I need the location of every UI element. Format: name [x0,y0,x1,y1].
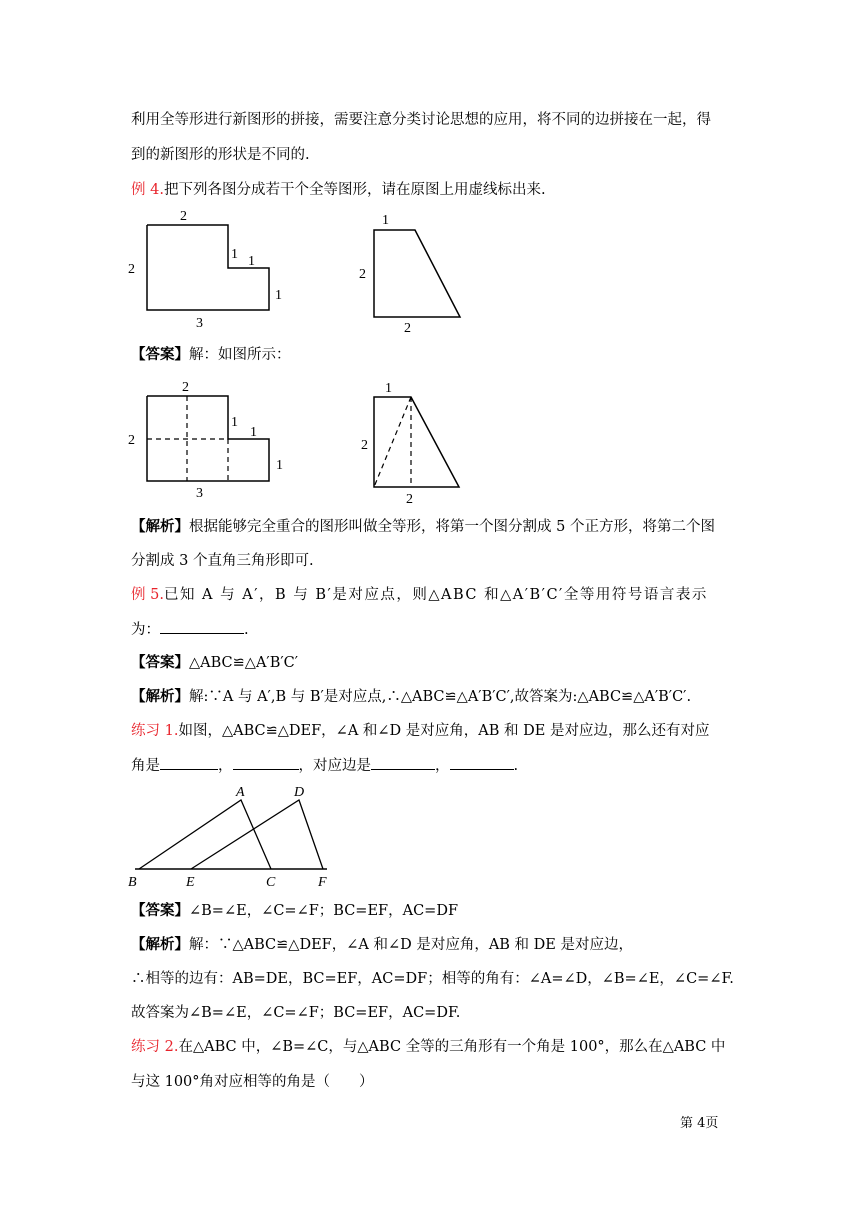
practice-1-blank-2 [233,755,299,770]
practice-1-blank-1 [160,755,218,770]
l-shape-divided-label-notch-v: 1 [231,415,238,430]
analysis-tag: 【解析】 [131,688,189,705]
l-shape-divided-label-bottom: 3 [196,486,203,501]
practice-1-analysis-line-2: ∴相等的边有：AB=DE，BC=EF，AC=DF；相等的角有：∠A=∠D，∠B=∠E，∠C=∠F. [131,971,734,987]
l-shape-divided-label-left: 2 [128,433,135,448]
practice-1-text: 如图，△ABC≌△DEF，∠A 和∠D 是对应角，AB 和 DE 是对应边，那么还有对应 [178,723,710,739]
l-shape-label-bottom: 3 [196,316,203,331]
triangle-label-f: F [318,875,327,890]
intro-line-1: 利用全等形进行新图形的拼接，需要注意分类讨论思想的应用，将不同的边拼接在一起，得 [131,112,711,128]
triangles-figure [125,782,345,892]
page-number: 第 4页 [680,1116,719,1131]
example-4-question [131,180,546,200]
l-shape-divided-figure [120,376,290,501]
trapezoid-label-bottom: 2 [404,321,411,336]
l-shape-figure [120,205,290,331]
example-4-analysis-line-1 [131,517,715,537]
trapezoid-divided-figure [355,376,485,506]
practice-1-sep-2: ， [435,758,450,774]
example-5-analysis [131,687,691,707]
practice-1-line-2 [131,755,518,776]
trapezoid-figure [355,205,485,335]
trapezoid-divided-label-bottom: 2 [406,492,413,507]
l-shape-label-notch-v: 1 [231,247,238,262]
example-4-analysis-line-2: 分割成 3 个直角三角形即可. [131,553,314,569]
answer-tag: 【答案】 [131,346,189,363]
practice-1-answer [131,901,458,921]
practice-1-part-a: 角是 [131,758,160,774]
answer-tag: 【答案】 [131,654,189,671]
l-shape-label-left: 2 [128,262,135,277]
example-5-answer [131,653,298,673]
analysis-text: 解:∵A 与 A′,B 与 B′是对应点,∴△ABC≌△A′B′C′,故答案为:△ABC≌△A′B′C′. [189,689,692,705]
trapezoid-label-top: 1 [382,213,389,228]
triangle-label-a: A [236,785,245,800]
answer-tag: 【答案】 [131,902,189,919]
answer-text: △ABC≌△A′B′C′ [189,655,299,671]
l-shape-divided-label-top: 2 [182,380,189,395]
practice-2-label: 练习 2. [131,1039,179,1055]
example-5-line-2 [131,619,249,640]
l-shape-label-top: 2 [180,209,187,224]
practice-1-question [131,721,709,741]
example-4-text: 把下列各图分成若干个全等图形，请在原图上用虚线标出来. [163,182,546,198]
triangle-label-c: C [266,875,276,890]
practice-2-text: 在△ABC 中，∠B=∠C，与△ABC 全等的三角形有一个角是 100°，那么在△ABC 中 [178,1039,726,1055]
practice-1-blank-4 [450,755,514,770]
practice-1-part-b: ，对应边是 [298,758,371,774]
example-5-prefix: 为： [131,622,160,638]
triangle-label-b: B [128,875,137,890]
analysis-tag: 【解析】 [131,518,189,535]
answer-text: 解：如图所示： [189,347,291,363]
l-shape-label-right: 1 [275,288,282,303]
l-shape-divided-label-right: 1 [276,458,283,473]
triangle-label-e: E [186,875,195,890]
analysis-tag: 【解析】 [131,936,189,953]
triangle-label-d: D [294,785,305,800]
example-5-label: 例 5. [131,587,164,603]
practice-1-analysis-line-1 [131,935,633,955]
trapezoid-divided-label-top: 1 [385,381,392,396]
trapezoid-divided-label-left: 2 [361,438,368,453]
example-5-suffix: . [244,622,249,638]
analysis-text: 根据能够完全重合的图形叫做全等形，将第一个图分割成 5 个正方形，将第二个图 [189,519,715,535]
trapezoid-label-left: 2 [359,267,366,282]
example-4-answer [131,345,291,365]
practice-1-end: . [513,758,519,774]
example-4-label: 例 4. [131,182,164,198]
example-5-text: 已知 A 与 A′，B 与 B′是对应点，则△ABC 和△A′B′C′全等用符号语言表示 [163,587,708,603]
example-5-blank [160,619,244,634]
analysis-text: 解：∵△ABC≌△DEF，∠A 和∠D 是对应角，AB 和 DE 是对应边， [189,937,633,953]
l-shape-divided-label-notch-h: 1 [250,425,257,440]
practice-1-blank-3 [371,755,435,770]
answer-text: ∠B=∠E，∠C=∠F；BC=EF，AC=DF [189,903,459,919]
practice-2-line-2: 与这 100°角对应相等的角是（ ） [131,1074,374,1090]
example-5-question [131,585,708,605]
practice-2-question [131,1037,725,1057]
practice-1-label: 练习 1. [131,723,179,739]
practice-1-sep-1: ， [218,758,233,774]
practice-1-analysis-line-3: 故答案为∠B=∠E，∠C=∠F；BC=EF，AC=DF. [131,1005,461,1021]
l-shape-label-notch-h: 1 [248,254,255,269]
intro-line-2: 到的新图形的形状是不同的. [131,147,310,163]
